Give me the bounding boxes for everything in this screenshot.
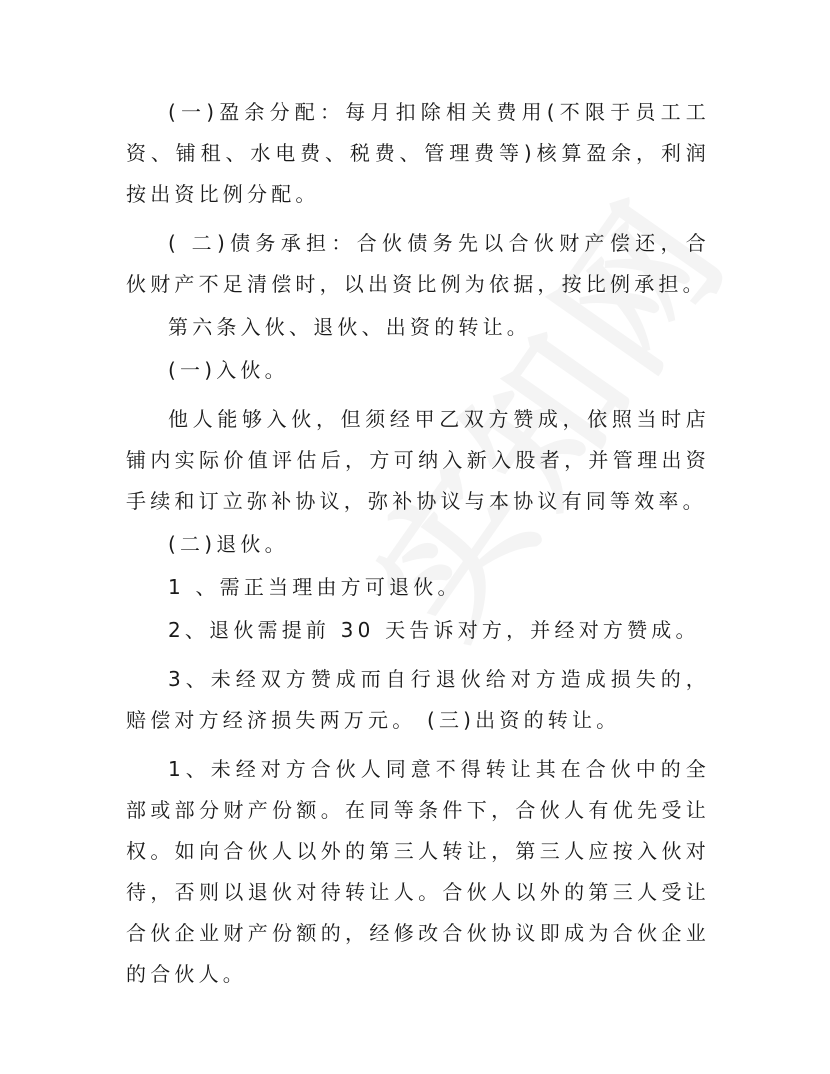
paragraph-joining-terms: 他人能够入伙，但须经甲乙双方赞成，依照当时店铺内实际价值评估后，方可纳入新入股者，并管理出资手续和订立弥补协议，弥补协议与本协议有同等效率。 xyxy=(126,407,710,513)
subheading-joining: (一)入伙。 xyxy=(168,358,289,382)
section-heading-article-six: 第六条入伙、退伙、出资的转让。 xyxy=(168,315,531,339)
subheading-withdrawal: (二)退伙。 xyxy=(168,532,289,556)
document-body xyxy=(126,92,710,995)
withdrawal-item-2: 2、退伙需提前 30 天告诉对方，并经对方赞成。 xyxy=(168,618,700,642)
withdrawal-item-1: 1 、需正当理由方可退伙。 xyxy=(168,575,462,599)
transfer-item-1: 1、未经对方合伙人同意不得转让其在合伙中的全部或部分财产份额。在同等条件下，合伙人有优先受让权。如向合伙人以外的第三人转让，第三人应按入伙对待，否则以退伙对待转让人。合伙人以外的第三人受让合伙企业财产份额的，经修改合伙协议即成为合伙企业的合伙人。 xyxy=(126,757,710,986)
paragraph-debt-bearing: ( 二)债务承担：合伙债务先以合伙财产偿还，合伙财产不足清偿时，以出资比例为依据，按比例承担。 xyxy=(126,231,710,296)
withdrawal-item-3: 3、未经双方赞成而自行退伙给对方造成损失的，赔偿对方经济损失两万元。 (三)出资的转让。 xyxy=(126,667,710,732)
paragraph-profit-distribution: (一)盈余分配：每月扣除相关费用(不限于员工工资、铺租、水电费、税费、管理费等)核算盈余，利润按出资比例分配。 xyxy=(126,100,710,206)
